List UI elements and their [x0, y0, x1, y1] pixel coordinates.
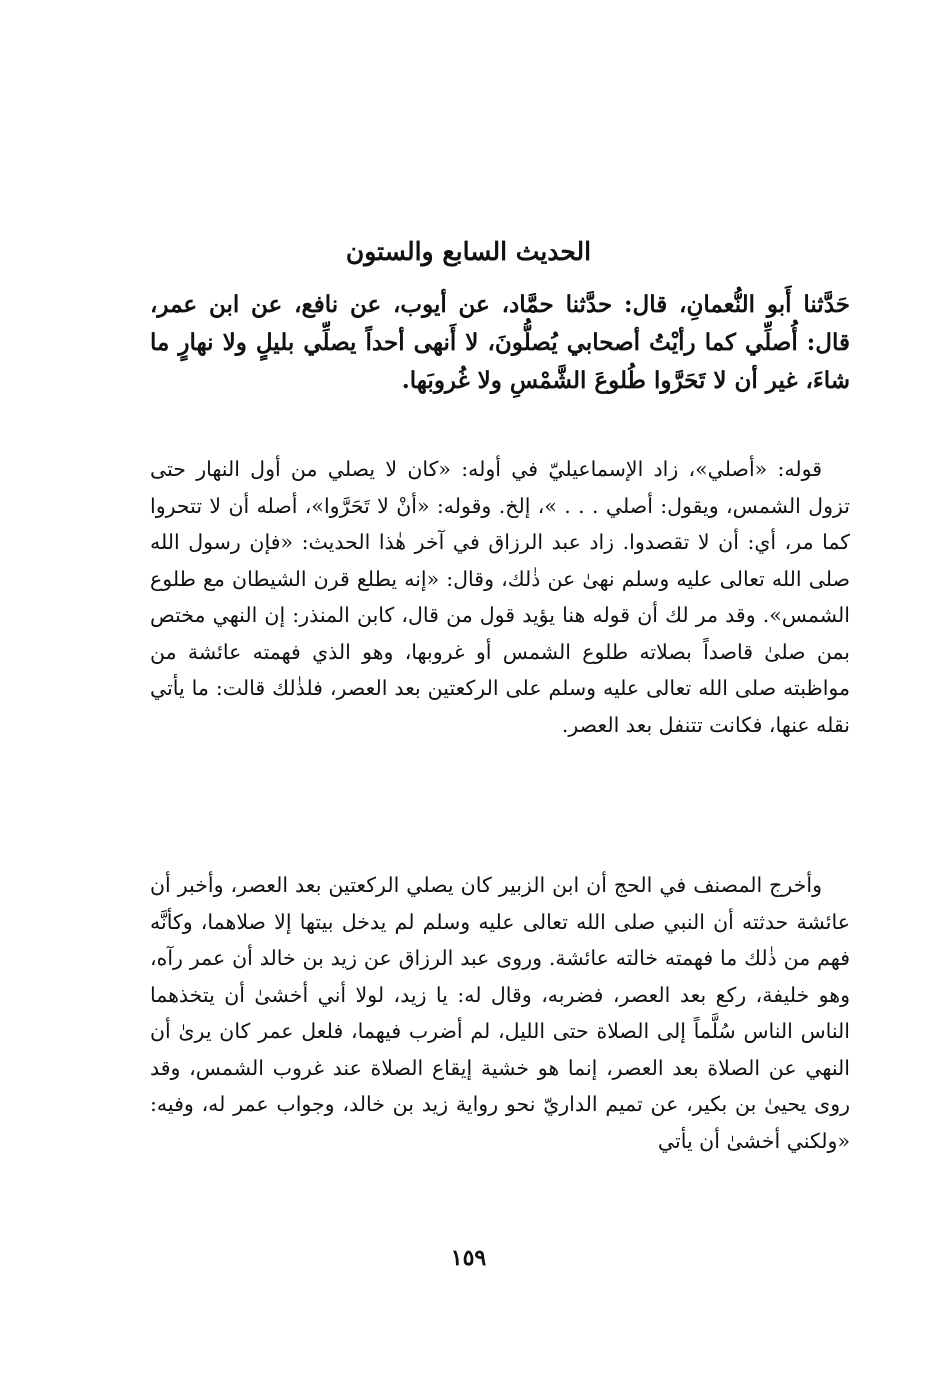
page-number: ١٥٩: [450, 1245, 487, 1271]
hadith-text: حَدَّثنا أَبو النُّعمانِ، قال: حدَّثنا حمَّاد، عن أيوب، عن نافع، عن ابن عمر، قال: أُصلِّي كما رأيْتُ أصحابي يُصلُّونَ، لا أَنهى أحداً يصلِّي بليلٍ ولا نهارٍ ما شاءَ، غير أن لا تَحَرَّوا طُلوعَ الشَّمْسِ ولا غُروبَها.: [150, 291, 850, 394]
section-heading: الحديث السابع والستون: [345, 237, 592, 266]
commentary-paragraph-2: وأخرج المصنف في الحج أن ابن الزبير كان يصلي الركعتين بعد العصر، وأخبر أن عائشة حدثته أن النبي صلى الله تعالى عليه وسلم لم يدخل بيتها إلا صلاهما، وكأنَّه فهم من ذٰلك ما فهمته خالته عائشة. وروى عبد الرزاق عن زيد بن خالد أن عمر رآه، وهو خليفة، ركع بعد العصر، فضربه، وقال له: يا زيد، لولا أني أخشىٰ أن يتخذهما الناس الناس سُلَّماً إلى الصلاة حتى الليل، لم أضرب فيهما، فلعل عمر كان يرىٰ أن النهي عن الصلاة بعد العصر، إنما هو خشية إيقاع الصلاة عند غروب الشمس، وقد روى يحيىٰ بن بكير، عن تميم الداريّ نحو رواية زيد بن خالد، وجواب عمر له، وفيه: «ولكني أخشىٰ أن يأتي: [150, 873, 850, 1153]
commentary-paragraph-1: قوله: «أصلي»، زاد الإسماعيليّ في أوله: «كان لا يصلي من أول النهار حتى تزول الشمس، ويقول: أصلي . . . »، إلخ. وقوله: «أنْ لا تَحَرَّوا»، أصله أن لا تتحروا كما مر، أي: أن لا تقصدوا. زاد عبد الرزاق في آخر هٰذا الحديث: «فإن رسول الله صلى الله تعالى عليه وسلم نهىٰ عن ذٰلك، وقال: «إنه يطلع قرن الشيطان مع طلوع الشمس». وقد مر لك أن قوله هنا يؤيد قول من قال، كابن المنذر: إن النهي مختص بمن صلىٰ قاصداً بصلاته طلوع الشمس أو غروبها، وهو الذي فهمته عائشة من مواظبته صلى الله تعالى عليه وسلم على الركعتين بعد العصر، فلذٰلك قالت: ما يأتي نقله عنها، فكانت تتنفل بعد العصر.: [150, 457, 850, 737]
